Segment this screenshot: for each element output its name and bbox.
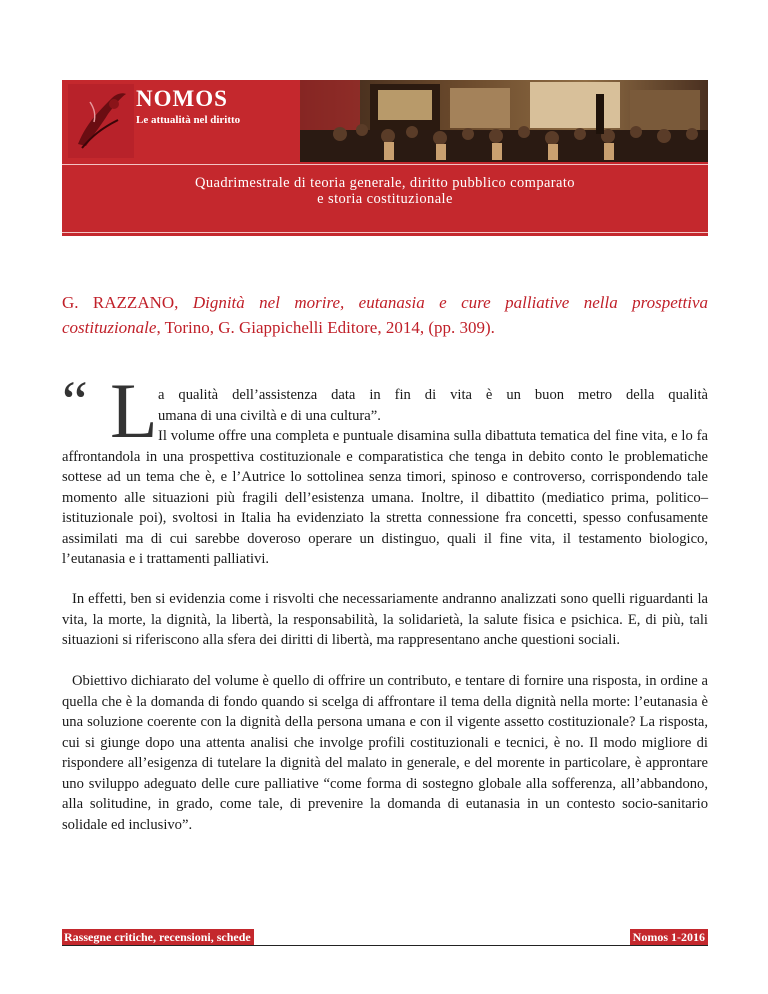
footer-issue-label: Nomos 1-2016: [630, 929, 708, 945]
paragraph-1: Il volume offre una completa e puntuale disamina sulla dibattuta tematica del fine vita, e lo fa affrontandola in una prospettiva costituzionale e comparatistica che tenga in debito conto le problematiche sottese ad un tema che è, e l’Autrice lo sottolinea senza timori, spinoso e controverso, corrispondendo tale momento alle situazioni più fragili dell’esistenza umana. Inoltre, il dibattito (mediatico prima, politico–istituzionale poi), svoltosi in Italia ha evidenziato la stretta connessione fra concetti, spesso confusamente assimilati ma di cui sarebbe doveroso operare un distinguo, quali il fine vita, il testamento biologico, l’eutanasia e i trattamenti palliativi.: [62, 428, 708, 567]
paragraph-1-opening: [158, 385, 708, 426]
header-top: [62, 80, 708, 162]
tagline-line-1: Quadrimestrale di teoria generale, diritto pubblico comparato: [195, 175, 575, 191]
brand-subtitle: Le attualità nel diritto: [136, 114, 241, 126]
dropcap-quote: “: [62, 369, 88, 434]
tagline-line-2: e storia costituzionale: [317, 191, 453, 207]
brand: [136, 86, 240, 127]
citation-title: Dignità nel morire, eutanasia e cure palliative nella prospettiva costituzionale: [62, 293, 709, 337]
paragraph-3: Obiettivo dichiarato del volume è quello di offrire un contributo, e tentare di fornire una risposta, in ordine a quella che è la domanda di fondo quando si scelga di affrontare il tema della dignità nella morte: l’eutanasia è una soluzione coerente con la dignità della persona umana e con il vigente assetto costituzionale? La risposta, cui si giunge dopo una attenta analisi che involge profili costituzionali e tecnici, è no. Il modo migliore di rispondere all’esigenza di tutelare la dignità del malato in generale, e del morente in particolare, è approntare uno sviluppo adeguato delle cure palliative “come forma di sostegno globale alla sofferenza, all’abbandono, alla solitudine, in grado, come tale, di prevenire la domanda di eutanasia in un contesto socio-sanitario solidale ed inclusivo”.: [62, 673, 708, 833]
citation-publisher: , Torino, G. Giappichelli Editore, 2014, (pp. 309).: [156, 318, 495, 337]
page-footer: [62, 929, 708, 946]
header-divider: [62, 164, 708, 165]
journal-tagline: [62, 175, 708, 207]
header-painting-image: [300, 80, 708, 162]
footer-section-label: Rassegne critiche, recensioni, schede: [62, 929, 254, 945]
nomos-logo-icon: [68, 84, 134, 158]
book-citation: [62, 290, 708, 340]
citation-author: G. RAZZANO,: [62, 293, 179, 312]
paragraph-1-line-2: umana di una civiltà e di una cultura”.: [158, 407, 381, 424]
header-divider-bottom: [62, 232, 708, 233]
paragraph-1-line-1: a qualità dell’assistenza data in fin di vita è un buon metro della qualità: [158, 387, 708, 403]
dropcap-letter: L: [110, 367, 158, 454]
brand-title: NOMOS: [136, 86, 228, 111]
journal-header: [62, 80, 708, 236]
paragraph-2: In effetti, ben si evidenzia come i risvolti che necessariamente andranno analizzati sono quelli riguardanti la vita, la morte, la dignità, la libertà, la responsabilità, la solidarietà, la salute fisica e psichica. E, di più, tali situazioni si riferiscono alla sfera dei diritti di libertà, ma rappresentano anche questioni sociali.: [62, 591, 708, 648]
